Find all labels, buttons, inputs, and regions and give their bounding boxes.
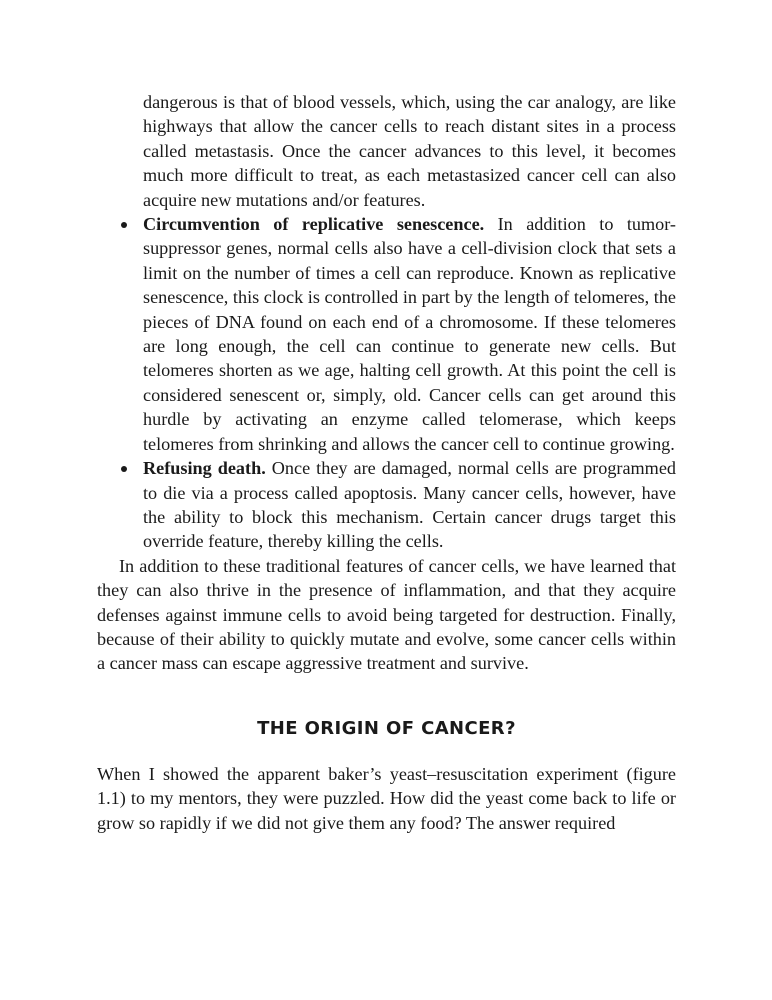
section-paragraph: When I showed the apparent baker’s yeast–resuscitation experiment (figure 1.1) to my mentors, they were puzzled. How did the yeast come back to life or grow so rapidly if we did not give them any food? The answer required	[97, 763, 676, 833]
section-heading: THE ORIGIN OF CANCER?	[257, 717, 516, 739]
bullet-text: In addition to tumor-suppressor genes, normal cells also have a cell-division clock that sets a limit on the number of times a cell can reproduce. Known as replicative senescence, this clock is controlled in part by the length of telomeres, the pieces of DNA found on each end of a chromosome. If these telomeres are long enough, the cell can continue to generate new cells. But telomeres shorten as we age, halting cell growth. At this point the cell is considered senescent or, simply, old. Cancer cells can get around this hurdle by activating an enzyme called telomerase, which keeps telomeres from shrinking and allows the cancer cell to continue growing.	[143, 214, 676, 454]
bullet-text: Once they are damaged, normal cells are programmed to die via a process called apoptosis. Many cancer cells, however, have the ability to block this mechanism. Certain cancer drugs target this override feature, thereby killing the cells.	[143, 458, 676, 552]
bullet-item-senescence	[97, 212, 676, 456]
bullet-lead: Refusing death.	[143, 458, 266, 479]
body-paragraph: In addition to these traditional features of cancer cells, we have learned that they can also thrive in the presence of inflammation, and that they acquire defenses against immune cells to avoid being targeted for destruction. Finally, because of their ability to quickly mutate and evolve, some cancer cells within a cancer mass can escape aggressive treatment and survive.	[97, 555, 676, 674]
document-page	[97, 90, 676, 835]
bullet-list	[97, 212, 676, 554]
bullet-lead: Circumvention of replicative senescence.	[143, 214, 485, 235]
continued-paragraph: dangerous is that of blood vessels, which, using the car analogy, are like highways that allow the cancer cells to reach distant sites in a process called metastasis. Once the cancer advances to this level, it becomes much more difficult to treat, as each metastasized cancer cell can also acquire new mutations and/or features.	[143, 92, 676, 210]
bullet-item-refusing-death	[97, 456, 676, 554]
